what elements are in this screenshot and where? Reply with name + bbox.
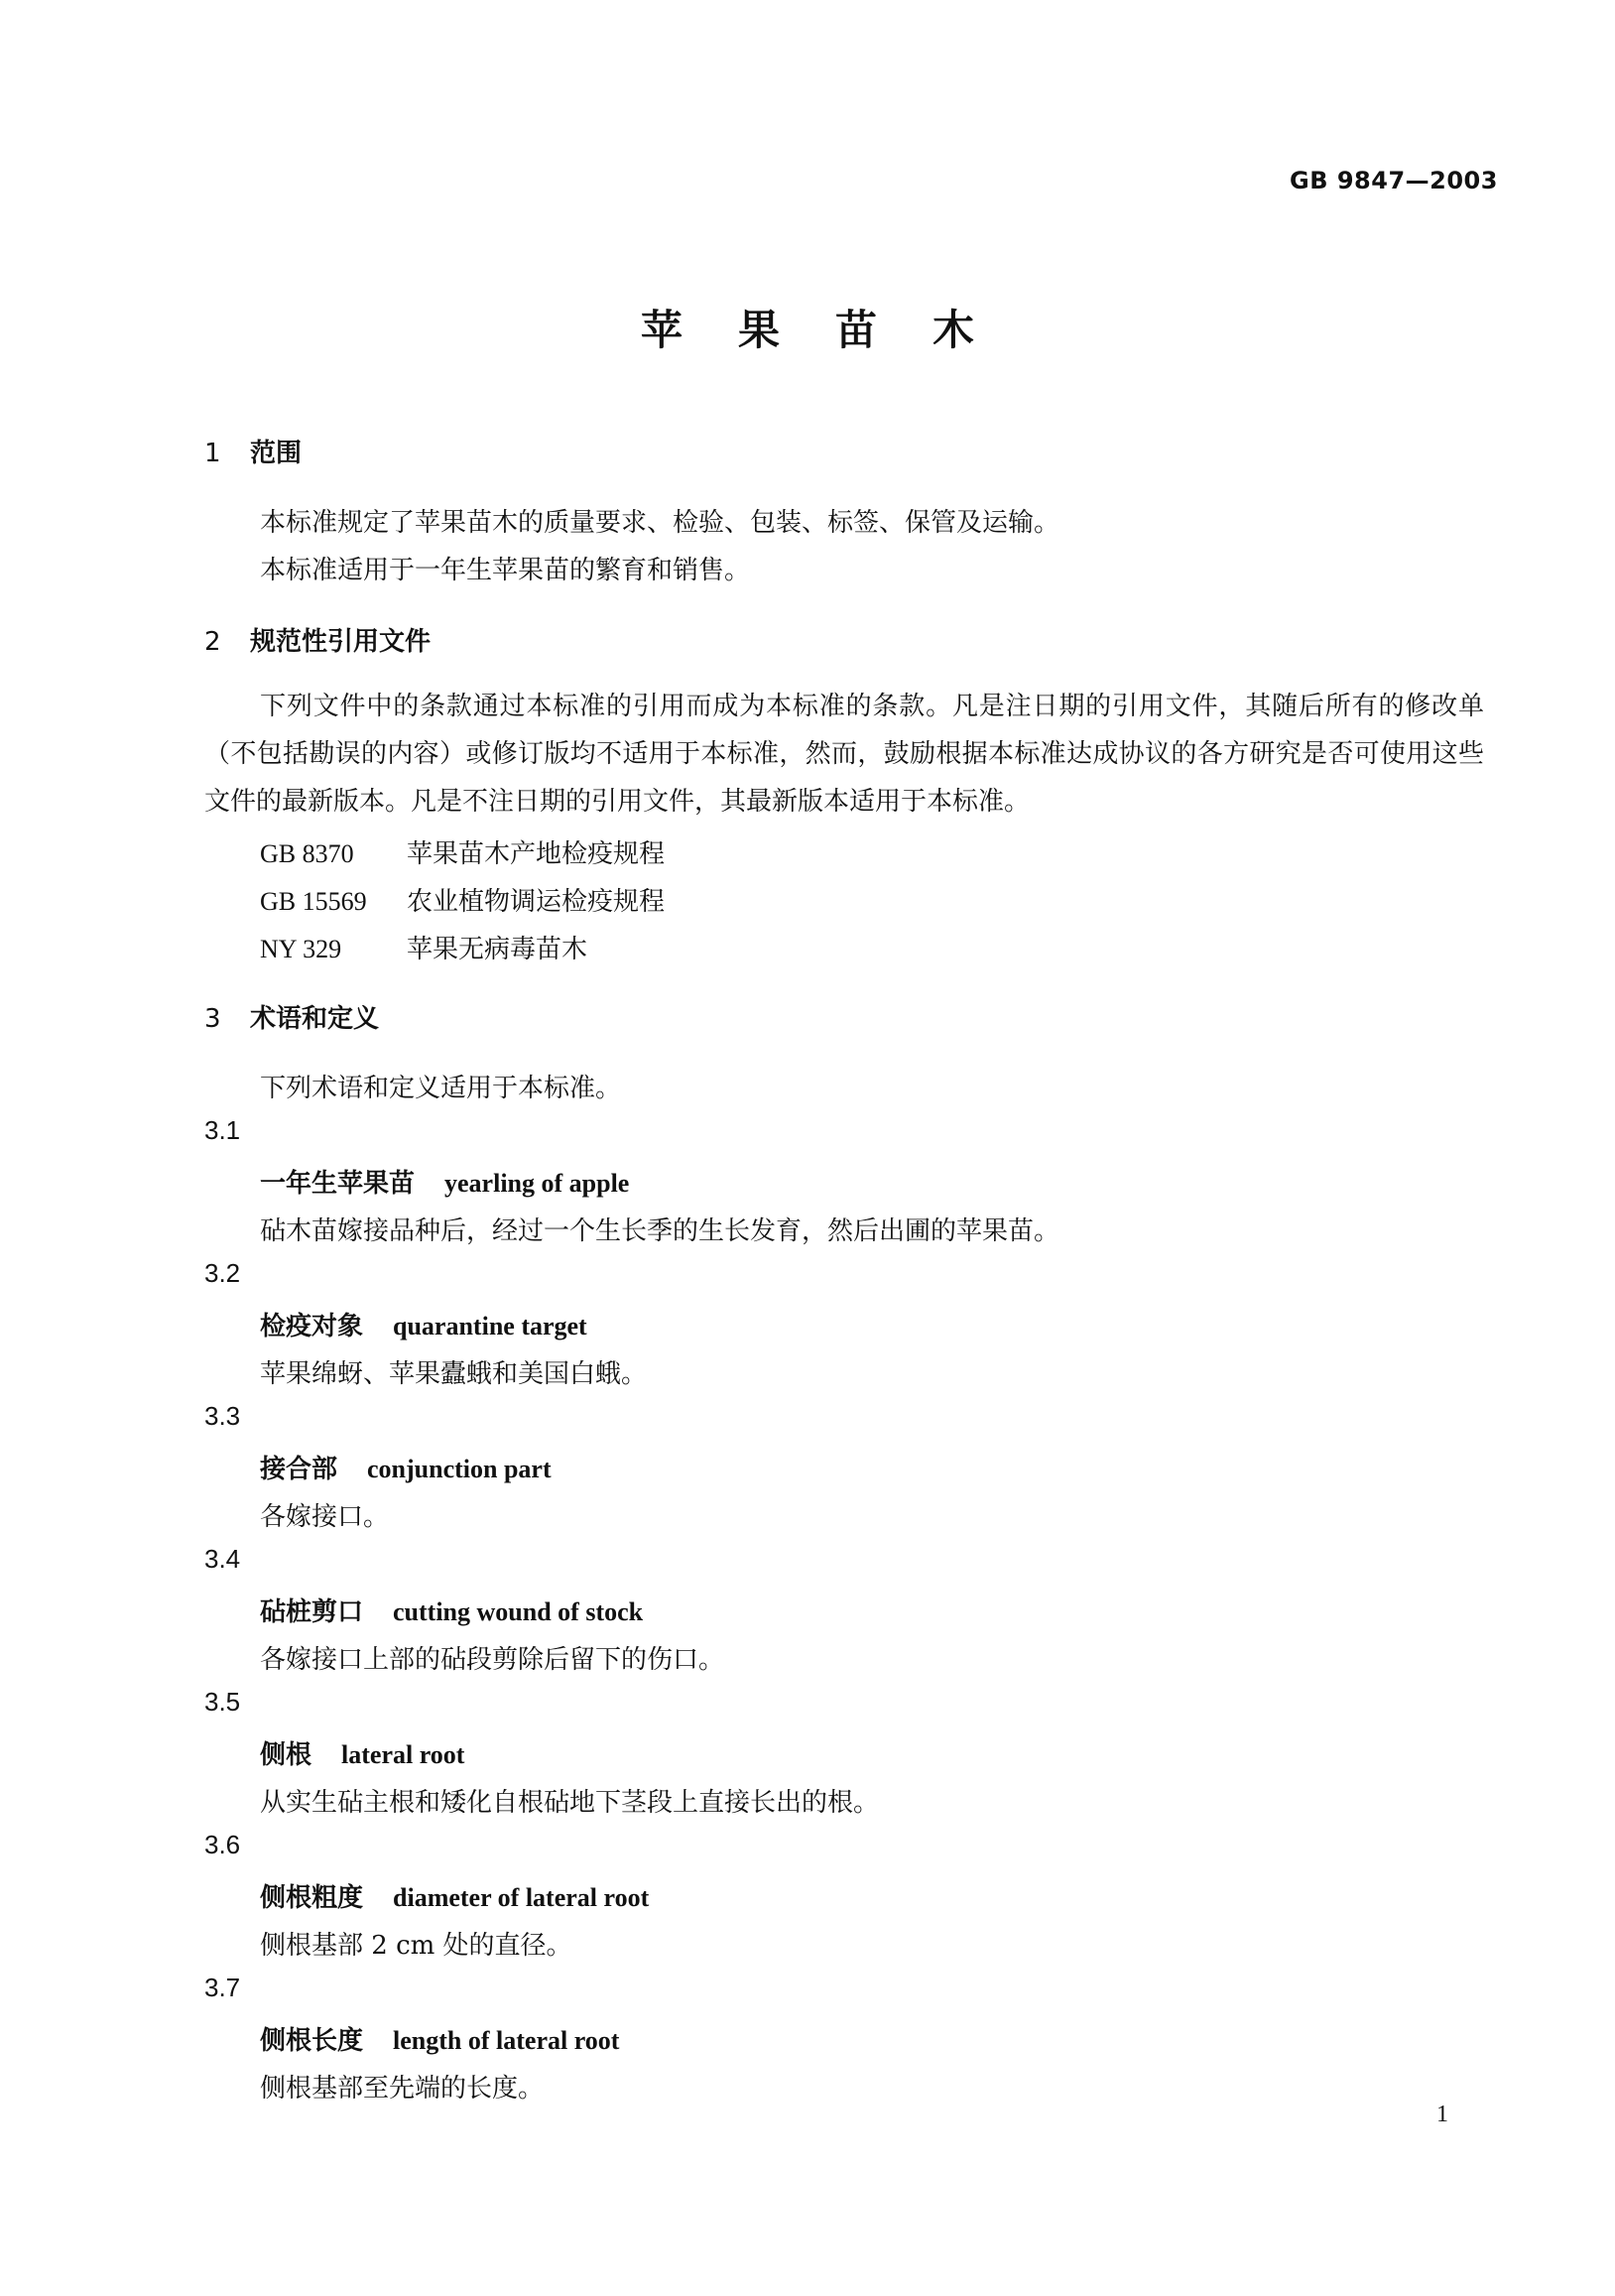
term-definition: 侧根基部 2 cm 处的直径。: [260, 1931, 572, 1961]
section-heading: [204, 621, 431, 658]
term-en: cutting wound of stock: [393, 1597, 644, 1626]
reference-item: [260, 929, 587, 965]
section-title: 术语和定义: [250, 1004, 380, 1034]
page-number: 1: [1436, 2102, 1448, 2127]
term-en: diameter of lateral root: [393, 1883, 650, 1912]
term-entry: [260, 1877, 649, 1914]
term-cn: 一年生苹果苗: [260, 1169, 416, 1199]
term-entry: [260, 1592, 643, 1628]
paragraph: 本标准规定了苹果苗木的质量要求、检验、包装、标签、保管及运输。: [260, 508, 1060, 538]
term-entry: [260, 2020, 619, 2057]
section-title: 规范性引用文件: [250, 627, 432, 657]
term-number: 3.1: [204, 1115, 241, 1145]
reference-code: GB 15569: [260, 887, 367, 916]
term-en: lateral root: [341, 1740, 465, 1769]
term-number: 3.2: [204, 1258, 241, 1288]
section-heading: [204, 433, 302, 469]
term-entry: [260, 1449, 552, 1485]
paragraph: 本标准适用于一年生苹果苗的繁育和销售。: [260, 556, 751, 585]
reference-title: 农业植物调运检疫规程: [407, 887, 666, 917]
term-definition: 各嫁接口上部的砧段剪除后留下的伤口。: [260, 1645, 725, 1675]
section-number: 1: [204, 439, 221, 468]
term-definition: 从实生砧主根和矮化自根砧地下茎段上直接长出的根。: [260, 1788, 880, 1818]
reference-title: 苹果苗木产地检疫规程: [407, 839, 666, 869]
reference-item: [260, 881, 665, 918]
section-number: 3: [204, 1004, 221, 1034]
term-cn: 侧根粗度: [260, 1883, 364, 1913]
paragraph: 下列术语和定义适用于本标准。: [260, 1074, 622, 1103]
standard-number: GB 9847—2003: [1290, 167, 1498, 194]
term-number: 3.3: [204, 1401, 241, 1431]
section-title: 范围: [250, 439, 303, 468]
term-number: 3.7: [204, 1973, 241, 2002]
term-en: conjunction part: [367, 1455, 552, 1483]
document-title: 苹果苗木: [640, 306, 1030, 354]
term-cn: 砧桩剪口: [260, 1597, 364, 1627]
term-cn: 接合部: [260, 1455, 338, 1484]
term-en: length of lateral root: [393, 2026, 620, 2055]
term-definition: 各嫁接口。: [260, 1502, 390, 1532]
term-number: 3.4: [204, 1544, 241, 1574]
term-number: 3.5: [204, 1687, 241, 1717]
term-definition: 苹果绵蚜、苹果蠹蛾和美国白蛾。: [260, 1359, 648, 1389]
reference-item: [260, 833, 665, 870]
term-definition: 砧木苗嫁接品种后，经过一个生长季的生长发育，然后出圃的苹果苗。: [260, 1216, 1060, 1246]
section-heading: [204, 998, 379, 1035]
term-cn: 侧根: [260, 1740, 312, 1770]
term-number: 3.6: [204, 1830, 241, 1859]
term-entry: [260, 1734, 464, 1771]
term-en: yearling of apple: [444, 1169, 630, 1198]
reference-code: GB 8370: [260, 839, 354, 868]
section-number: 2: [204, 627, 221, 657]
reference-title: 苹果无病毒苗木: [407, 935, 588, 964]
paragraph: 下列文件中的条款通过本标准的引用而成为本标准的条款。凡是注日期的引用文件，其随后所有的修改单（不包括勘误的内容）或修订版均不适用于本标准，然而，鼓励根据本标准达成协议的各方研究是否可使用这些文件的最新版本。凡是不注日期的引用文件，其最新版本适用于本标准。: [204, 692, 1484, 817]
term-definition: 侧根基部至先端的长度。: [260, 2074, 545, 2104]
term-en: quarantine target: [393, 1312, 587, 1340]
term-cn: 检疫对象: [260, 1312, 364, 1341]
term-entry: [260, 1306, 587, 1342]
reference-code: NY 329: [260, 935, 342, 963]
term-cn: 侧根长度: [260, 2026, 364, 2056]
term-entry: [260, 1163, 629, 1200]
